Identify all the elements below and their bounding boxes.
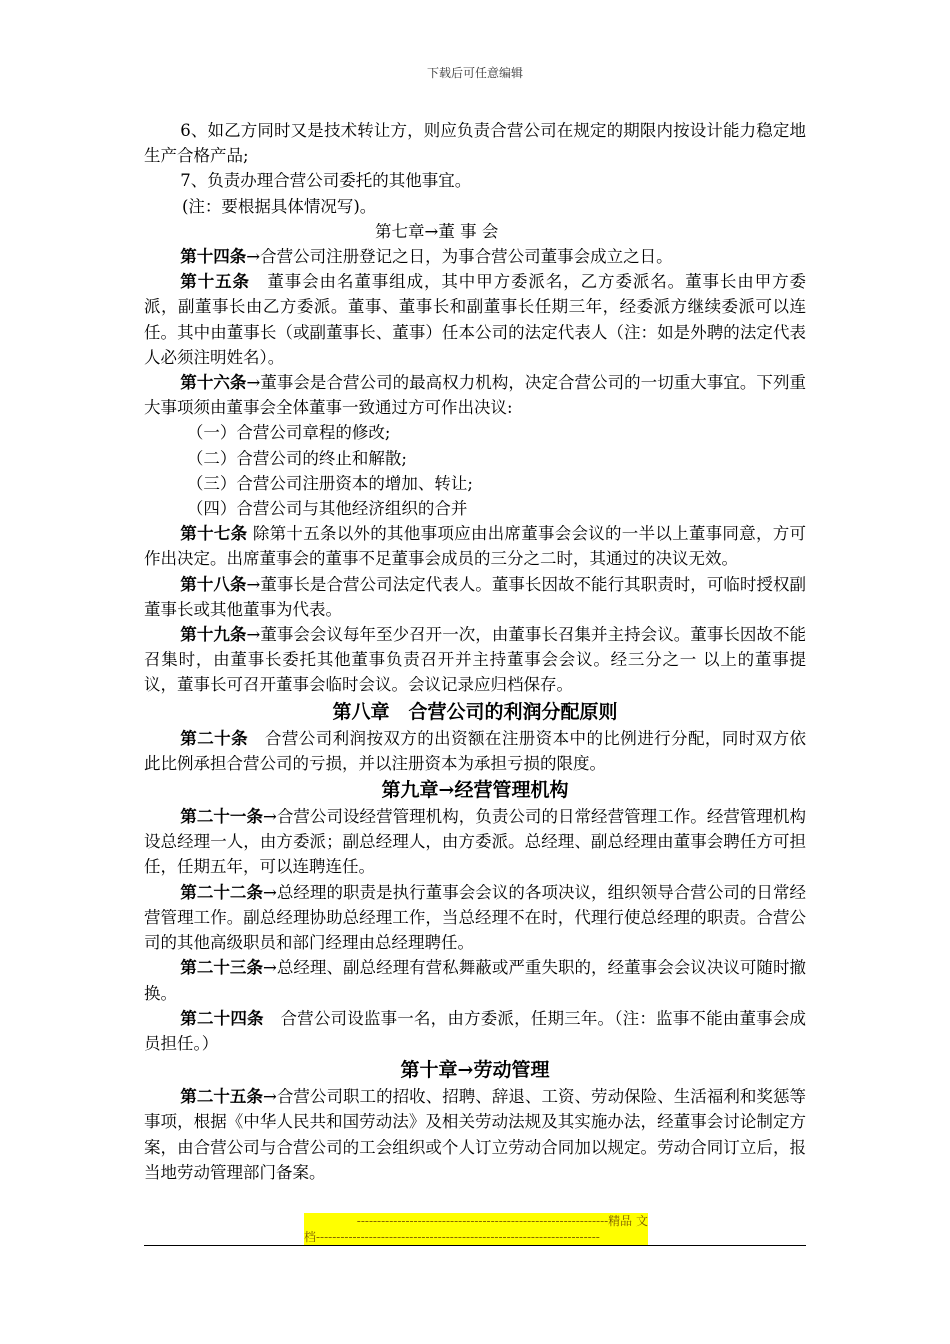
paragraph-text: 董事会由名董事组成，其中甲方委派名，乙方委派名。董事长由甲方委派，副董事长由乙方委派。董事、董事长和副董事长任期三年，经委派方继续委派可以连任。其中由董事长（或副董事长、董事）任本公司的法定代表人（注：如是外聘的法定代表人必须注明姓名）。 bbox=[144, 272, 807, 367]
paragraph-text: 除第十五条以外的其他事项应由出席董事会会议的一半以上董事同意，方可作出决定。出席董事会的董事不足董事会成员的三分之二时，其通过的决议无效。 bbox=[144, 524, 806, 569]
paragraph-text: →合营公司设经营管理机构，负责公司的日常经营管理工作。经营管理机构 设总经理一人，由方委派；副总经理人，由方委派。总经理、副总经理由董事会聘任方可担任，任期五年，可以连聘连任。 bbox=[144, 807, 806, 877]
paragraph-text: （四）合营公司与其他经济组织的合并 bbox=[186, 499, 468, 519]
paragraph-text: →董事会会议每年至少召开一次，由董事长召集并主持会议。董事长因故不能召集时，由董事长委托其他董事负责召开并主持董事会会议。经三分之一 以上的董事提议，董事长可召开董事会临时会议。会议记录应归档保存。 bbox=[144, 625, 807, 695]
article-paragraph bbox=[144, 1084, 806, 1185]
list-item bbox=[144, 446, 806, 471]
list-item bbox=[144, 496, 806, 521]
article-number: 第十九条 bbox=[180, 625, 247, 645]
paragraph-text: 第十章→劳动管理 bbox=[400, 1059, 550, 1082]
article-paragraph bbox=[144, 168, 806, 193]
chapter-heading bbox=[144, 698, 806, 726]
article-paragraph bbox=[144, 244, 806, 269]
article-number: 第二十一条 bbox=[180, 807, 263, 827]
article-number: 第十六条 bbox=[180, 373, 247, 393]
article-paragraph bbox=[144, 1006, 806, 1056]
paragraph-text: （一）合营公司章程的修改; bbox=[186, 423, 391, 443]
article-paragraph bbox=[144, 269, 806, 370]
footer-divider bbox=[144, 1245, 806, 1246]
paragraph-text: 第八章 合营公司的利润分配原则 bbox=[332, 700, 618, 723]
article-paragraph bbox=[144, 118, 806, 168]
paragraph-text: （二）合营公司的终止和解散; bbox=[186, 448, 407, 468]
article-number: 第二十条 bbox=[180, 728, 248, 748]
paragraph-text: 合营公司利润按双方的出资额在注册资本中的比例进行分配，同时双方依此比例承担合营公司的亏损，并以注册资本为承担亏损的限度。 bbox=[144, 728, 807, 773]
article-number: 第十四条 bbox=[180, 247, 247, 267]
article-paragraph bbox=[144, 521, 806, 571]
footer-watermark-line2: 档---------------------------------------------------------------------- bbox=[304, 1229, 648, 1245]
document-body bbox=[144, 118, 806, 1185]
paragraph-text: →合营公司职工的招收、招聘、辞退、工资、劳动保险、生活福利和奖惩等事项，根据《中华人民共和国劳动法》及相关劳动法规及其实施办法，经董事会讨论制定方案，由合营公司与合营公司的工会组织或个人订立劳动合同加以规定。劳动合同订立后，报当地劳动管理部门备案。 bbox=[144, 1087, 806, 1182]
article-paragraph bbox=[144, 572, 806, 622]
chapter-heading bbox=[144, 219, 806, 244]
page-header: 下载后可任意编辑 bbox=[426, 66, 523, 80]
article-number: 第二十四条 bbox=[180, 1008, 264, 1028]
article-number: 第二十三条 bbox=[180, 958, 263, 978]
paragraph-text: →总经理、副总经理有营私舞蔽或严重失职的，经董事会会议决议可随时撤换。 bbox=[144, 958, 806, 1003]
paragraph-text: →董事会是合营公司的最高权力机构，决定合营公司的一切重大事宜。下列重大事项须由董事会全体董事一致通过方可作出决议: bbox=[144, 373, 807, 418]
article-number: 第二十二条 bbox=[180, 882, 263, 902]
article-paragraph bbox=[144, 622, 806, 698]
list-item bbox=[144, 420, 806, 445]
article-paragraph bbox=[144, 955, 806, 1005]
article-paragraph bbox=[144, 804, 806, 880]
paragraph-text: →合营公司注册登记之日，为事合营公司董事会成立之日。 bbox=[246, 247, 673, 267]
paragraph-text: →总经理的职责是执行董事会会议的各项决议，组织领导合营公司的日常经营管理工作。副总经理协助总经理工作，当总经理不在时，代理行使总经理的职责。合营公司的其他高级职员和部门经理由总经理聘任。 bbox=[144, 882, 806, 953]
paragraph-text: 6、如乙方同时又是技术转让方，则应负责合营公司在规定的期限内按设计能力稳定地生产合格产品; bbox=[144, 121, 806, 166]
paragraph-text: （三）合营公司注册资本的增加、转让; bbox=[186, 473, 473, 493]
paragraph-text: 第九章→经营管理机构 bbox=[381, 779, 569, 802]
paragraph-text: (注：要根据具体情况写)。 bbox=[181, 196, 377, 216]
list-item bbox=[144, 471, 806, 496]
article-paragraph bbox=[144, 880, 806, 956]
article-number: 第二十五条 bbox=[180, 1087, 263, 1107]
article-paragraph bbox=[144, 370, 806, 420]
article-paragraph bbox=[144, 726, 806, 776]
article-number: 第十五条 bbox=[180, 272, 250, 292]
paragraph-text: 合营公司设监事一名，由方委派，任期三年。（注：监事不能由董事会成员担任。） bbox=[144, 1008, 807, 1053]
paragraph-text: →董事长是合营公司法定代表人。董事长因故不能行其职责时，可临时授权副董事长或其他董事为代表。 bbox=[144, 574, 807, 619]
footer-watermark-line1: --------------------------------------------------------------精品 文 bbox=[304, 1213, 648, 1229]
chapter-heading bbox=[144, 1056, 806, 1084]
paragraph-text: 7、负责办理合营公司委托的其他事宜。 bbox=[180, 171, 472, 191]
article-number: 第十八条 bbox=[180, 574, 247, 594]
chapter-heading bbox=[144, 776, 806, 804]
note-paragraph bbox=[144, 194, 806, 219]
paragraph-text: 第七章→董 事 会 bbox=[375, 221, 499, 241]
article-number: 第十七条 bbox=[180, 524, 248, 544]
